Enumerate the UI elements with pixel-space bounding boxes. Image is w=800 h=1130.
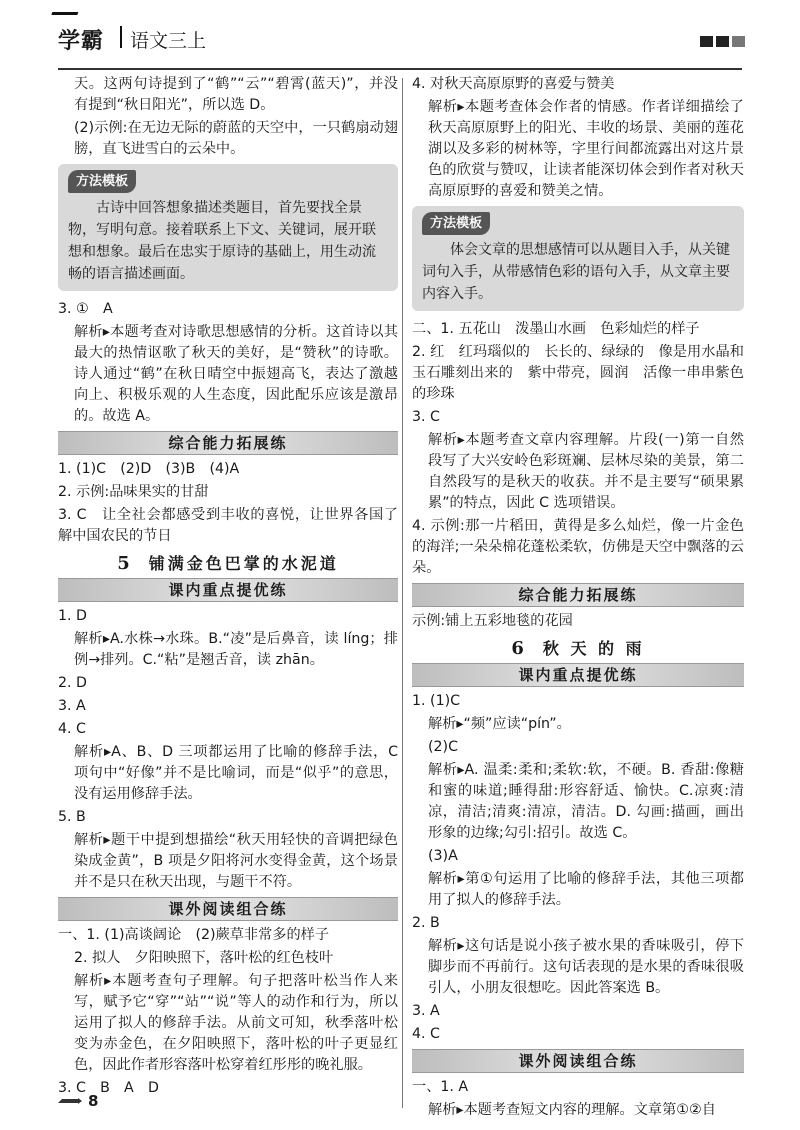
section-banner: 综合能力拓展练 — [58, 431, 398, 455]
answer-line: 4. C — [58, 721, 86, 737]
header-rule — [58, 68, 742, 70]
method-tag: 方法模板 — [68, 170, 136, 193]
analysis-text: 解析▸这句话是说小孩子被水果的香味吸引，停下脚步而不再前行。这句话表现的是水果的香味很吸引人，小朋友很想吃。因此答案选 B。 — [428, 938, 744, 996]
analysis-text: 解析▸A. 温柔:柔和;柔软:软，不硬。B. 香甜:像糖和蜜的味道;睡得甜:形容舒适、愉快。C.凉爽:清凉，清洁;清爽:清凉，清洁。D. 勾画:描画，画出形象的边缘;勾引:招引。故选 C。 — [428, 762, 744, 841]
answer-line: 3. A — [58, 698, 86, 714]
answer-text: 天。这两句诗提到了“鹤”“云”“碧霄(蓝天)”，并没有提到“秋日阳光”，所以选 D。 — [74, 76, 398, 113]
lesson-title — [58, 553, 398, 574]
header-square-1 — [700, 36, 713, 47]
method-tag: 方法模板 — [422, 212, 490, 235]
answer-line: 一、1. A — [412, 1079, 469, 1095]
answer-text: (2)示例:在无边无际的蔚蓝的天空中，一只鹤扇动翅膀，直飞进雪白的云朵中。 — [74, 120, 398, 157]
answer-line: (2)C — [428, 739, 459, 755]
answer-line: 3. C 让全社会都感受到丰收的喜悦，让世界各国了解中国农民的节日 — [58, 507, 398, 544]
section-banner: 综合能力拓展练 — [412, 583, 744, 607]
answer-line: 1. D — [58, 608, 87, 624]
answer-line: 2. 示例:品味果实的甘甜 — [58, 484, 209, 500]
answer-line: 4. 示例:那一片稻田，黄得是多么灿烂，像一片金色的海洋;一朵朵棉花蓬松柔软，仿佛是天空中飘落的云朵。 — [412, 518, 744, 576]
column-divider — [402, 78, 403, 1108]
answer-line: 2. 红 红玛瑙似的 长长的、绿绿的 像是用水晶和玉石雕刻出来的 紫中带亮，圆润 活像一串串紫色的珍珠 — [412, 344, 744, 402]
section-banner: 课外阅读组合练 — [58, 897, 398, 921]
method-box — [412, 206, 744, 311]
header-divider — [120, 26, 122, 48]
pencil-icon — [58, 1094, 82, 1104]
section-banner: 课内重点提优练 — [58, 578, 398, 602]
answer-line: 二、1. 五花山 泼墨山水画 色彩灿烂的样子 — [412, 321, 700, 337]
analysis-text: 解析▸本题考查短文内容的理解。文章第①②自 — [428, 1102, 716, 1118]
method-text: 体会文章的思想感情可以从题目入手，从关键词句入手，从带感情色彩的语句入手，从文章主要内容入手。 — [422, 242, 730, 302]
page-header — [58, 14, 748, 60]
answer-line: 3. A — [412, 1003, 440, 1019]
answer-line: 1. (1)C — [412, 693, 461, 709]
brand-logo: 学霸 — [58, 24, 104, 55]
header-square-2 — [716, 36, 729, 47]
answer-line: 一、1. (1)高谈阔论 (2)蕨草非常多的样子 — [58, 927, 330, 943]
lesson-name: 铺满金色巴掌的水泥道 — [148, 554, 339, 573]
analysis-text: 解析▸A.水株→水珠。B.“凌”是后鼻音，读 líng；排例→排列。C.“粘”是翘舌音，读 zhān。 — [74, 631, 398, 668]
page-number: 8 — [88, 1092, 99, 1110]
answer-line: 4. 对秋天高原原野的喜爱与赞美 — [412, 76, 615, 92]
analysis-text: 解析▸A、B、D 三项都运用了比喻的修辞手法，C 项句中“好像”并不是比喻词，而是“似乎”的意思，没有运用修辞手法。 — [74, 744, 398, 802]
analysis-text: 解析▸本题考查体会作者的情感。作者详细描绘了秋天高原原野上的阳光、丰收的场景、美丽的莲花湖以及多彩的树林等，字里行间都流露出对这片景色的欣赏与赞叹，让读者能深切体会到作者对秋天高原原野的喜爱和赞美之情。 — [428, 99, 744, 199]
analysis-text: 解析▸第①句运用了比喻的修辞手法，其他三项都用了拟人的修辞手法。 — [428, 871, 744, 908]
answer-line: 1. (1)C (2)D (3)B (4)A — [58, 461, 240, 477]
lesson-number: 5 — [117, 553, 133, 574]
analysis-text: 解析▸本题考查对诗歌思想感情的分析。这首诗以其最大的热情讴歌了秋天的美好，是“赞秋”的诗歌。诗人通过“鹤”在秋日晴空中振翅高飞，表达了激越向上、积极乐观的人生态度，因此配乐应该是激昂的。故选 A。 — [74, 324, 398, 424]
analysis-text: 解析▸题干中提到想描绘“秋天用轻快的音调把绿色染成金黄”，B 项是夕阳将河水变得金黄，这个场景并不是只在秋天出现，与题干不符。 — [74, 832, 398, 890]
answer-line: 3. C — [412, 409, 440, 425]
lesson-name: 秋 天 的 雨 — [542, 639, 645, 658]
answer-line: 示例:铺上五彩地毯的花园 — [412, 613, 573, 629]
answer-line: 3. ① A — [58, 301, 113, 317]
header-square-3 — [732, 36, 745, 47]
method-box — [58, 164, 398, 291]
analysis-text: 解析▸“频”应读“pín”。 — [428, 716, 571, 732]
answer-line: 2. B — [412, 915, 440, 931]
section-banner: 课内重点提优练 — [412, 663, 744, 687]
left-column — [58, 74, 398, 1101]
answer-line: (3)A — [428, 848, 458, 864]
lesson-number: 6 — [511, 638, 527, 659]
analysis-text: 解析▸本题考查文章内容理解。片段(一)第一自然段写了大兴安岭色彩斑斓、层林尽染的美景，第二自然段写的是秋天的收获。并不是主要写“硕果累累”的特点，因此 C 选项错误。 — [428, 432, 744, 511]
analysis-text: 解析▸本题考查句子理解。句子把落叶松当作人来写，赋予它“穿”“站”“说”等人的动作和行为，所以运用了拟人的修辞手法。从前文可知，秋季落叶松变为赤金色，在夕阳映照下，落叶松的叶子更显红色，因此作者形容落叶松穿着红彤彤的晚礼服。 — [74, 973, 398, 1073]
answer-line: 5. B — [58, 809, 86, 825]
section-banner: 课外阅读组合练 — [412, 1049, 744, 1073]
right-column — [412, 74, 744, 1123]
answer-line: 2. 拟人 夕阳映照下，落叶松的红色枝叶 — [74, 950, 334, 966]
method-text: 古诗中回答想象描述类题目，首先要找全景物，写明句意。接着联系上下文、关键词，展开联想和想象。最后在忠实于原诗的基础上，用生动流畅的语言描述画面。 — [68, 200, 376, 282]
answer-line: 4. C — [412, 1026, 440, 1042]
subject-label: 语文三上 — [130, 30, 207, 52]
lesson-title — [412, 638, 744, 659]
answer-line: 3. C B A D — [58, 1080, 159, 1096]
answer-line: 2. D — [58, 675, 87, 691]
